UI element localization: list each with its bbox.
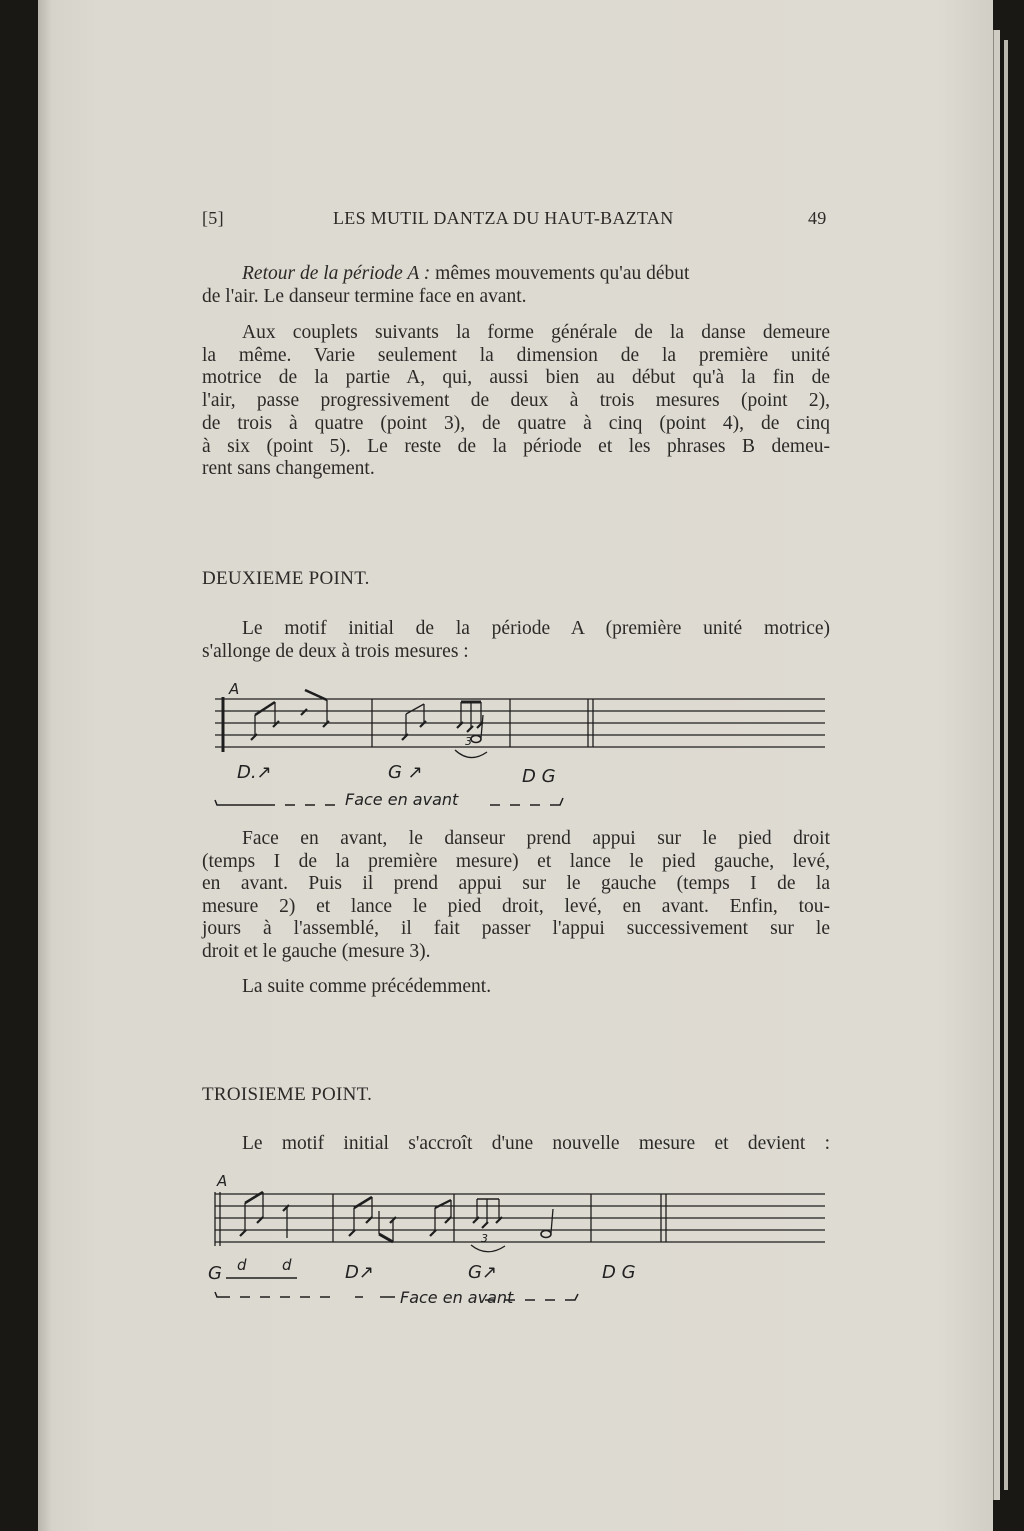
paragraph-line (242, 263, 830, 285)
step-label: G↗ (468, 1262, 498, 1283)
direction-label: Face en avant (345, 790, 459, 809)
triplet-mark: 3 (481, 1232, 488, 1245)
section-mark: A (217, 1172, 228, 1190)
paragraph-line: mesure 2) et lance le pied droit, levé, en avant. Enfin, tou- (202, 895, 830, 917)
paragraph-line: l'air, passe progressivement de deux à trois mesures (point 2), (202, 390, 830, 412)
step-label: G (208, 1263, 222, 1284)
step-label: G ↗ (388, 762, 423, 783)
step-label: d (237, 1256, 247, 1274)
italic-lead: Retour de la période A : (242, 263, 431, 284)
paragraph-line: Aux couplets suivants la forme générale de la danse demeure (242, 322, 830, 343)
section-number: [5] (202, 208, 224, 228)
paragraph-line: s'allonge de deux à trois mesures : (202, 641, 469, 662)
step-label: D.↗ (237, 762, 272, 783)
text: mêmes mouvements qu'au début (430, 263, 690, 284)
section-heading: DEUXIEME POINT. (202, 568, 370, 589)
step-label: d (282, 1256, 292, 1274)
music-staff-2 (195, 1166, 835, 1311)
page-edge (993, 30, 1000, 1500)
section-mark: A (229, 680, 240, 698)
page-edge (1004, 40, 1008, 1490)
triplet-mark: 3 (465, 735, 472, 748)
paragraph-line: de l'air. Le danseur termine face en avant. (202, 286, 527, 307)
step-label: D G (602, 1262, 636, 1283)
running-title: LES MUTIL DANTZA DU HAUT-BAZTAN (333, 208, 674, 228)
paragraph-line: jours à l'assemblé, il fait passer l'appui successivement sur le (202, 918, 830, 940)
direction-label: Face en avant (400, 1288, 514, 1307)
paragraph-line: Le motif initial s'accroît d'une nouvelle mesure et devient : (242, 1133, 830, 1154)
step-label: D G (522, 766, 556, 787)
paragraph-line: Le motif initial de la période A (première unité motrice) (242, 618, 830, 639)
paragraph-line: la même. Varie seulement la dimension de la première unité (202, 344, 830, 366)
paragraph-line: rent sans changement. (202, 458, 375, 480)
music-staff-1 (195, 672, 835, 817)
paragraph-line: motrice de la partie A, qui, aussi bien au début qu'à la fin de (202, 367, 830, 389)
paragraph-line: de trois à quatre (point 3), de quatre à cinq (point 4), de cinq (202, 412, 830, 434)
paragraph-line: (temps I de la première mesure) et lance le pied gauche, levé, (202, 850, 830, 872)
paragraph-line: La suite comme précédemment. (242, 976, 492, 997)
section-heading: TROISIEME POINT. (202, 1084, 373, 1105)
page-number: 49 (808, 208, 827, 228)
paragraph-line: droit et le gauche (mesure 3). (202, 941, 431, 962)
step-label: D↗ (345, 1262, 374, 1283)
paragraph-line: Face en avant, le danseur prend appui sur le pied droit (242, 828, 830, 849)
paragraph-line: à six (point 5). Le reste de la période et les phrases B demeu- (202, 435, 830, 457)
paragraph-line: en avant. Puis il prend appui sur le gauche (temps I de la (202, 873, 830, 895)
